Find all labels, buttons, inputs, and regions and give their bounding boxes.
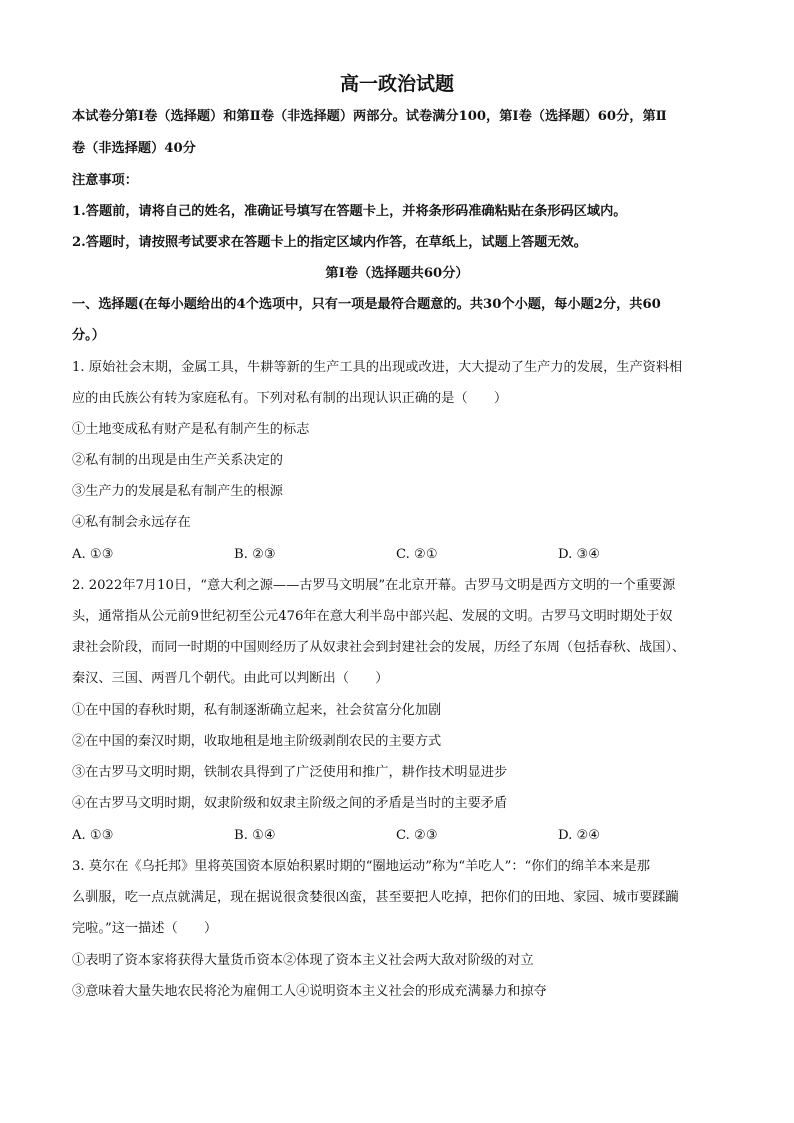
question-stem-line: 么驯服，吃一点点就满足，现在据说很贪婪很凶蛮，甚至要把人吃掉，把你们的田地、家园、城市要蹂躏 — [72, 890, 679, 905]
option-c: C. ②① — [396, 547, 438, 562]
statement: ①在中国的春秋时期，私有制逐渐确立起来，社会贫富分化加剧 — [72, 703, 442, 718]
instructions-line-2: 分。） — [72, 328, 105, 343]
page-title: 高一政治试题 — [339, 73, 454, 95]
question-stem-line: 头，通常指从公元前9世纪初至公元476年在意大利半岛中部兴起、发展的文明。古罗马文明时期处于奴 — [72, 609, 673, 624]
answer-options — [72, 546, 722, 564]
option-d: D. ②④ — [558, 828, 601, 843]
option-c: C. ②③ — [396, 828, 438, 843]
option-b: B. ②③ — [234, 547, 276, 562]
question-stem-line: 3. 莫尔在《乌托邦》里将英国资本原始积累时期的“圈地运动”称为“羊吃人”：“你们的绵羊本来是那 — [72, 859, 650, 874]
notes-item-2: 2.答题时，请按照考试要求在答题卡上的指定区域内作答，在草纸上，试题上答题无效。 — [72, 235, 587, 250]
question-stem-line: 2. 2022年7月10日，“意大利之源——古罗马文明展”在北京开幕。古罗马文明是西方文明的一个重要源 — [72, 578, 676, 593]
statement: ④私有制会永远存在 — [72, 515, 191, 530]
statement: ③在古罗马文明时期，铁制农具得到了广泛使用和推广，耕作技术明显进步 — [72, 765, 508, 780]
statement: ①土地变成私有财产是私有制产生的标志 — [72, 422, 310, 437]
question-stem-line: 隶社会阶段，而同一时期的中国则经历了从奴隶社会到封建社会的发展，历经了东周（包括春秋、战国）、 — [72, 640, 686, 655]
question-stem-line: 完啦。”这一描述（ ） — [72, 921, 218, 936]
answer-options — [72, 827, 722, 845]
intro-line-2: 卷（非选择题）40分 — [72, 141, 196, 156]
statement: ③生产力的发展是私有制产生的根源 — [72, 484, 283, 499]
question-stem-line: 应的由氏族公有转为家庭私有。下列对私有制的出现认识正确的是（ ） — [72, 391, 508, 406]
statement: ③意味着大量失地农民将沦为雇佣工人④说明资本主义社会的形成充满暴力和掠夺 — [72, 984, 547, 999]
intro-line-1: 本试卷分第Ⅰ卷（选择题）和第Ⅱ卷（非选择题）两部分。试卷满分100，第Ⅰ卷（选择题）60分，第Ⅱ — [72, 109, 667, 124]
question-stem-line: 1. 原始社会末期，金属工具，牛耕等新的生产工具的出现或改进，大大提动了生产力的发展，生产资料相 — [72, 360, 683, 375]
statement: ①表明了资本家将获得大量货币资本②体现了资本主义社会两大敌对阶级的对立 — [72, 953, 534, 968]
option-a: A. ①③ — [72, 547, 114, 562]
notes-item-1: 1.答题前，请将自己的姓名，准确证号填写在答题卡上，并将条形码准确粘贴在条形码区域内。 — [72, 204, 627, 219]
statement: ④在古罗马文明时期，奴隶阶级和奴隶主阶级之间的矛盾是当时的主要矛盾 — [72, 796, 508, 811]
notes-heading: 注意事项： — [72, 173, 138, 188]
option-a: A. ①③ — [72, 828, 114, 843]
section-title: 第Ⅰ卷（选择题共60分） — [325, 266, 469, 281]
option-d: D. ③④ — [558, 547, 601, 562]
statement: ②私有制的出现是由生产关系决定的 — [72, 453, 283, 468]
statement: ②在中国的秦汉时期，收取地租是地主阶级剥削农民的主要方式 — [72, 734, 442, 749]
instructions-line-1: 一、选择题(在每小题给出的4个选项中，只有一项是最符合题意的。共30个小题，每小题2分，共60 — [72, 297, 661, 312]
question-stem-line: 秦汉、三国、两晋几个朝代。由此可以判断出（ ） — [72, 671, 389, 686]
option-b: B. ①④ — [234, 828, 276, 843]
